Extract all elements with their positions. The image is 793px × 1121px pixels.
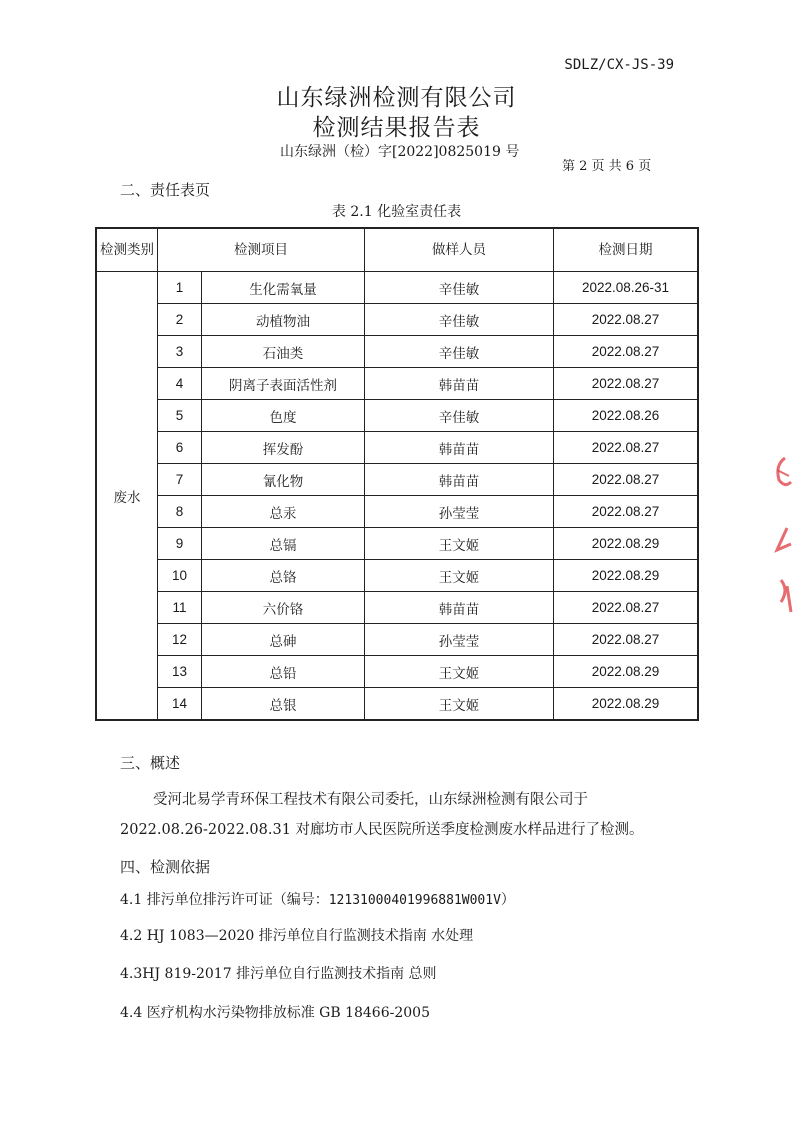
basis-item-1-suffix: ） xyxy=(500,892,515,908)
basis-item-1 xyxy=(120,889,515,909)
section-heading-overview: 三、概述 xyxy=(120,754,181,772)
report-number: 山东绿洲（检）字[2022]0825019 号 xyxy=(280,144,520,160)
test-date-cell: 2022.08.29 xyxy=(554,560,699,592)
analyst-cell: 韩苗苗 xyxy=(365,368,554,400)
test-item-cell: 总汞 xyxy=(202,496,365,528)
test-item-cell: 总砷 xyxy=(202,624,365,656)
test-date-cell: 2022.08.27 xyxy=(554,304,699,336)
test-item-cell: 色度 xyxy=(202,400,365,432)
table-body xyxy=(96,272,698,721)
row-number-cell: 7 xyxy=(158,464,202,496)
row-number-cell: 1 xyxy=(158,272,202,304)
analyst-cell: 韩苗苗 xyxy=(365,592,554,624)
overview-paragraph: 受河北易学青环保工程技术有限公司委托，山东绿洲检测有限公司于 2022.08.26-2022.08.31 对廊坊市人民医院所送季度检测废水样品进行了检测。 xyxy=(120,792,644,838)
test-date-cell: 2022.08.26-31 xyxy=(554,272,699,304)
analyst-cell: 孙莹莹 xyxy=(365,624,554,656)
row-number-cell: 3 xyxy=(158,336,202,368)
row-number-cell: 5 xyxy=(158,400,202,432)
table-row xyxy=(96,336,698,368)
test-item-cell: 生化需氧量 xyxy=(202,272,365,304)
basis-item-1-prefix: 4.1 排污单位排污许可证（编号： xyxy=(120,892,329,908)
analyst-cell: 孙莹莹 xyxy=(365,496,554,528)
page-indicator: 第 2 页 共 6 页 xyxy=(562,159,652,174)
company-name: 山东绿洲检测有限公司 xyxy=(276,85,517,111)
test-date-cell: 2022.08.27 xyxy=(554,336,699,368)
row-number-cell: 12 xyxy=(158,624,202,656)
analyst-cell: 王文姬 xyxy=(365,656,554,688)
section-heading-responsibility: 二、责任表页 xyxy=(120,181,211,199)
analyst-cell: 辛佳敏 xyxy=(365,304,554,336)
document-code: SDLZ/CX-JS-39 xyxy=(564,57,674,73)
analyst-cell: 王文姬 xyxy=(365,560,554,592)
test-date-cell: 2022.08.27 xyxy=(554,592,699,624)
table-row xyxy=(96,304,698,336)
table-row xyxy=(96,368,698,400)
test-date-cell: 2022.08.26 xyxy=(554,400,699,432)
row-number-cell: 10 xyxy=(158,560,202,592)
table-row xyxy=(96,688,698,721)
permit-number: 12131000401996881W001V xyxy=(328,893,501,908)
column-header-person: 做样人员 xyxy=(365,228,554,272)
row-number-cell: 14 xyxy=(158,688,202,721)
test-item-cell: 阴离子表面活性剂 xyxy=(202,368,365,400)
test-date-cell: 2022.08.29 xyxy=(554,528,699,560)
table-caption: 表 2.1 化验室责任表 xyxy=(331,204,462,220)
analyst-cell: 辛佳敏 xyxy=(365,400,554,432)
test-date-cell: 2022.08.27 xyxy=(554,624,699,656)
analyst-cell: 韩苗苗 xyxy=(365,432,554,464)
test-date-cell: 2022.08.27 xyxy=(554,496,699,528)
analyst-cell: 王文姬 xyxy=(365,528,554,560)
table-row xyxy=(96,432,698,464)
table-row xyxy=(96,528,698,560)
analyst-cell: 王文姬 xyxy=(365,688,554,721)
test-item-cell: 石油类 xyxy=(202,336,365,368)
table-row xyxy=(96,624,698,656)
table-header-row xyxy=(96,228,698,272)
test-item-cell: 总镉 xyxy=(202,528,365,560)
seal-stamp-fragment xyxy=(765,440,793,630)
column-header-category: 检测类别 xyxy=(96,228,158,272)
column-header-date: 检测日期 xyxy=(554,228,699,272)
table-row xyxy=(96,656,698,688)
test-date-cell: 2022.08.29 xyxy=(554,656,699,688)
test-item-cell: 六价铬 xyxy=(202,592,365,624)
test-date-cell: 2022.08.27 xyxy=(554,464,699,496)
report-title: 检测结果报告表 xyxy=(312,115,481,141)
row-number-cell: 9 xyxy=(158,528,202,560)
row-number-cell: 6 xyxy=(158,432,202,464)
test-item-cell: 总银 xyxy=(202,688,365,721)
test-item-cell: 总铬 xyxy=(202,560,365,592)
test-date-cell: 2022.08.29 xyxy=(554,688,699,721)
row-number-cell: 2 xyxy=(158,304,202,336)
basis-item-4: 4.4 医疗机构水污染物排放标准 GB 18466-2005 xyxy=(120,1005,430,1021)
category-cell: 废水 xyxy=(96,272,158,721)
table-row xyxy=(96,464,698,496)
test-item-cell: 氰化物 xyxy=(202,464,365,496)
row-number-cell: 8 xyxy=(158,496,202,528)
analyst-cell: 韩苗苗 xyxy=(365,464,554,496)
test-date-cell: 2022.08.27 xyxy=(554,432,699,464)
column-header-item: 检测项目 xyxy=(158,228,365,272)
test-item-cell: 挥发酚 xyxy=(202,432,365,464)
responsibility-table xyxy=(95,227,699,721)
analyst-cell: 辛佳敏 xyxy=(365,336,554,368)
analyst-cell: 辛佳敏 xyxy=(365,272,554,304)
row-number-cell: 11 xyxy=(158,592,202,624)
row-number-cell: 13 xyxy=(158,656,202,688)
table-row xyxy=(96,400,698,432)
section-heading-basis: 四、检测依据 xyxy=(120,858,211,876)
row-number-cell: 4 xyxy=(158,368,202,400)
basis-item-2: 4.2 HJ 1083—2020 排污单位自行监测技术指南 水处理 xyxy=(120,928,474,944)
basis-item-3: 4.3HJ 819-2017 排污单位自行监测技术指南 总则 xyxy=(120,966,437,982)
table-row xyxy=(96,496,698,528)
table-row xyxy=(96,560,698,592)
test-item-cell: 动植物油 xyxy=(202,304,365,336)
table-row xyxy=(96,272,698,304)
table-row xyxy=(96,592,698,624)
test-date-cell: 2022.08.27 xyxy=(554,368,699,400)
test-item-cell: 总铅 xyxy=(202,656,365,688)
